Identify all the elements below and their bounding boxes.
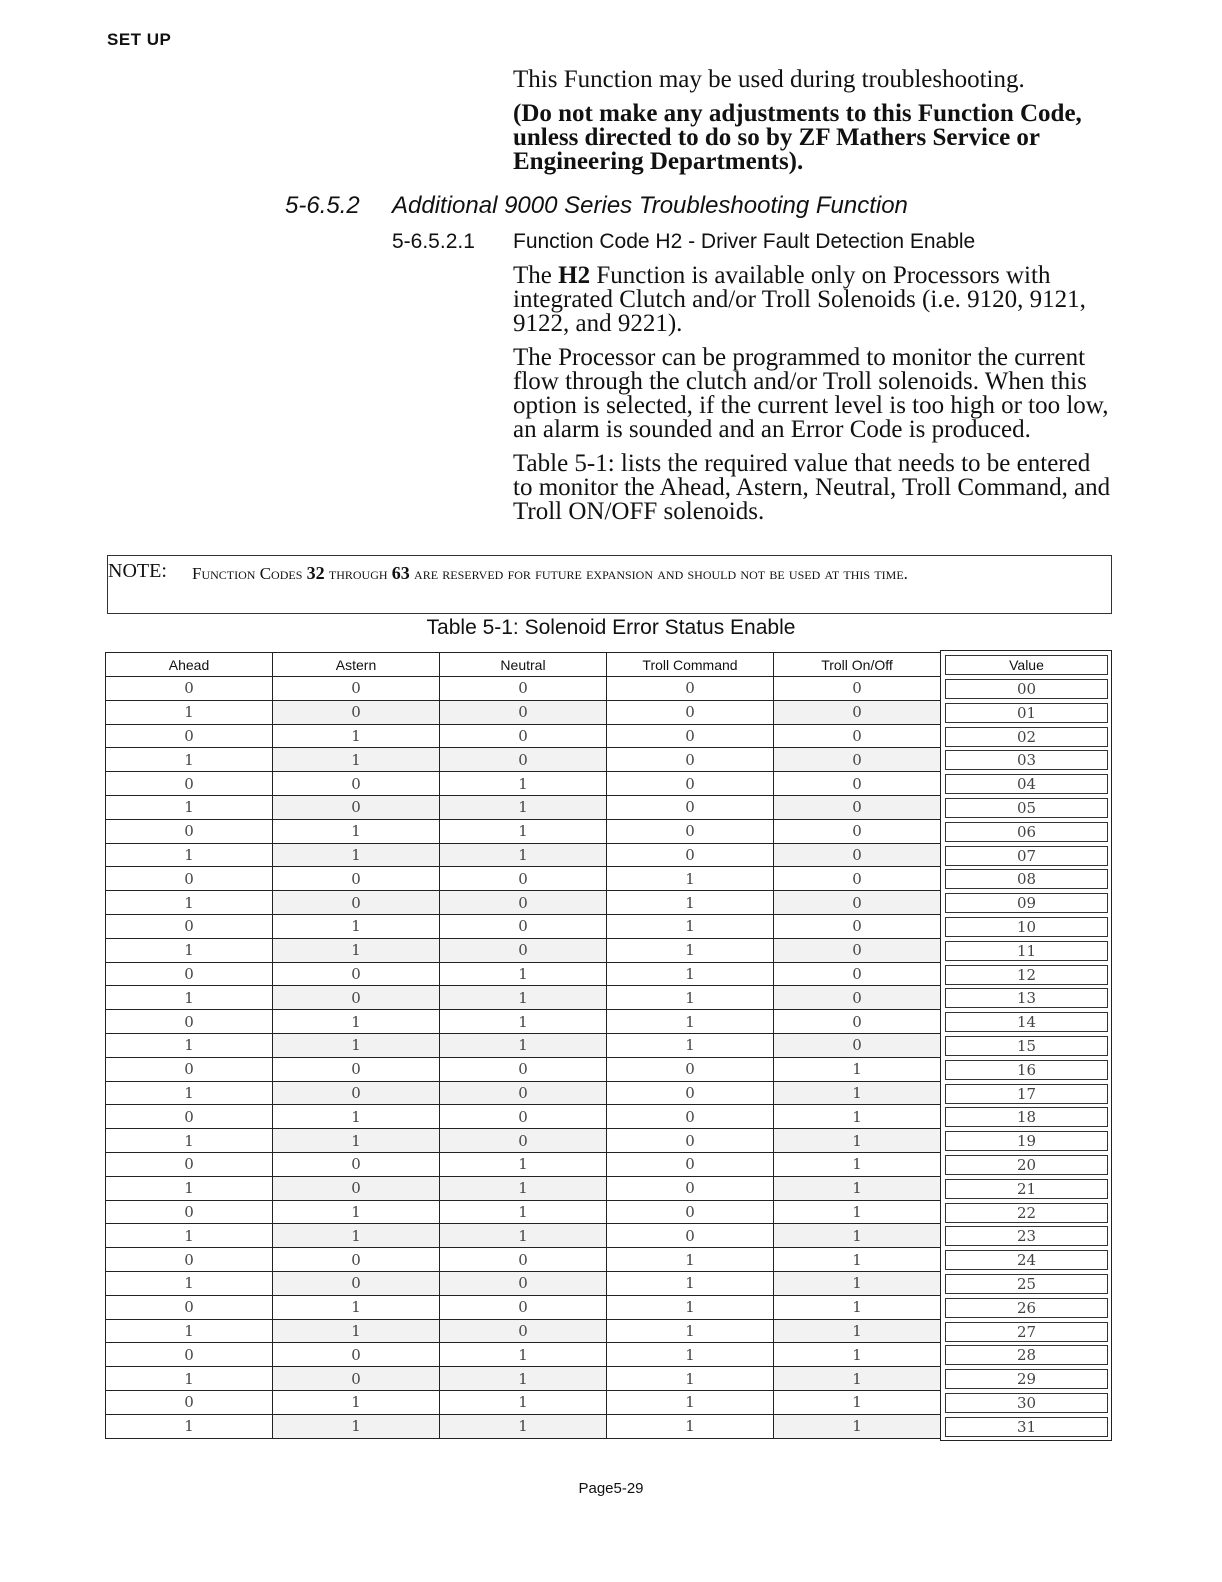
table-row — [106, 1343, 941, 1367]
value-cell: 04 — [945, 774, 1108, 794]
value-cell: 07 — [945, 846, 1108, 866]
table-cell: 1 — [774, 1248, 941, 1272]
table-cell: 1 — [607, 1390, 774, 1414]
table-cell: 0 — [440, 1129, 607, 1153]
col-ahead: Ahead — [106, 653, 273, 677]
table-cell: 0 — [273, 700, 440, 724]
table-cell: 0 — [273, 677, 440, 701]
subsection-heading — [392, 230, 975, 254]
table-cell: 1 — [607, 1295, 774, 1319]
table-row — [106, 1271, 941, 1295]
note-text — [192, 562, 1105, 585]
value-cell: 23 — [945, 1226, 1108, 1246]
table-cell: 0 — [440, 724, 607, 748]
table-row — [106, 1152, 941, 1176]
section-heading — [285, 192, 908, 220]
table-cell: 0 — [774, 795, 941, 819]
table-cell: 1 — [440, 772, 607, 796]
table-cell: 1 — [106, 1367, 273, 1391]
table-cell: 0 — [774, 819, 941, 843]
paragraph-monitor: The Processor can be programmed to monitor the current flow through the clutch and/or Troll solenoids. When this option is selected, if the current level is too high or too low, an alarm is sounded and an Error Code is produced. — [513, 344, 1109, 443]
table-cell: 1 — [273, 1010, 440, 1034]
table-cell: 0 — [774, 938, 941, 962]
table-cell: 1 — [273, 1414, 440, 1438]
table-cell: 0 — [774, 891, 941, 915]
table-cell: 0 — [774, 914, 941, 938]
table-cell: 1 — [440, 1010, 607, 1034]
value-cell: 01 — [945, 703, 1108, 723]
table-cell: 0 — [607, 1081, 774, 1105]
table-cell: 0 — [273, 795, 440, 819]
table-cell: 1 — [607, 1033, 774, 1057]
table-cell: 1 — [440, 1033, 607, 1057]
table-row — [106, 1129, 941, 1153]
table-cell: 1 — [607, 914, 774, 938]
page-number: Page5-29 — [578, 1480, 644, 1497]
solenoid-table — [105, 652, 941, 1439]
table-cell: 1 — [774, 1200, 941, 1224]
table-cell: 0 — [273, 986, 440, 1010]
table-cell: 0 — [106, 867, 273, 891]
intro-warning: (Do not make any adjustments to this Function Code, unless directed to do so by ZF Mathers Service or Engineering Departments). — [513, 100, 1082, 175]
table-cell: 1 — [607, 962, 774, 986]
table-cell: 0 — [273, 1152, 440, 1176]
table-row — [106, 1224, 941, 1248]
table-cell: 1 — [440, 986, 607, 1010]
table-row — [106, 748, 941, 772]
value-cell: 14 — [945, 1012, 1108, 1032]
p1-post: Function is available only on Processors with integrated Clutch and/or Troll Solenoids (i.e. 9120, 9121, 9122, and 9221). — [513, 262, 1086, 337]
table-row — [106, 700, 941, 724]
table-cell: 0 — [273, 1176, 440, 1200]
table-cell: 1 — [106, 1176, 273, 1200]
table-row — [106, 1390, 941, 1414]
table-cell: 0 — [440, 1057, 607, 1081]
table-cell: 0 — [440, 677, 607, 701]
paragraph-table-ref: Table 5-1: lists the required value that needs to be entered to monitor the Ahead, Astern, Neutral, Troll Command, and Troll ON/OFF solenoids. — [513, 450, 1111, 525]
table-cell: 0 — [440, 1081, 607, 1105]
table-cell: 1 — [440, 962, 607, 986]
table-cell: 1 — [440, 795, 607, 819]
table-cell: 1 — [273, 1129, 440, 1153]
value-cell: 09 — [945, 893, 1108, 913]
table-cell: 0 — [106, 1010, 273, 1034]
col-astern: Astern — [273, 653, 440, 677]
table-cell: 1 — [774, 1057, 941, 1081]
table-cell: 1 — [440, 1390, 607, 1414]
table-cell: 1 — [106, 748, 273, 772]
table-row — [106, 677, 941, 701]
table-row — [106, 1033, 941, 1057]
value-cell: 06 — [945, 822, 1108, 842]
table-cell: 1 — [607, 1010, 774, 1034]
table-cell: 1 — [273, 1224, 440, 1248]
page-header: SET UP — [107, 30, 172, 49]
note-b2: 63 — [391, 563, 410, 583]
table-cell: 1 — [607, 891, 774, 915]
table-cell: 1 — [273, 1105, 440, 1129]
table-cell: 1 — [440, 1200, 607, 1224]
table-cell: 1 — [607, 1343, 774, 1367]
table-row — [106, 867, 941, 891]
col-value: Value — [945, 655, 1108, 675]
table-row — [106, 1057, 941, 1081]
table-cell: 1 — [106, 1129, 273, 1153]
value-cell: 30 — [945, 1393, 1108, 1413]
table-cell: 0 — [607, 1176, 774, 1200]
table-row — [106, 795, 941, 819]
col-troll-command: Troll Command — [607, 653, 774, 677]
table-cell: 0 — [440, 938, 607, 962]
table-cell: 1 — [774, 1343, 941, 1367]
p1-pre: The — [513, 262, 559, 289]
table-cell: 0 — [774, 1033, 941, 1057]
table-cell: 0 — [440, 914, 607, 938]
table-cell: 1 — [774, 1152, 941, 1176]
table-cell: 0 — [106, 677, 273, 701]
table-cell: 0 — [607, 1152, 774, 1176]
table-cell: 1 — [774, 1105, 941, 1129]
table-cell: 1 — [440, 843, 607, 867]
table-cell: 1 — [106, 1414, 273, 1438]
value-cell: 21 — [945, 1179, 1108, 1199]
table-cell: 1 — [106, 1319, 273, 1343]
value-cell: 22 — [945, 1203, 1108, 1223]
table-cell: 0 — [106, 1105, 273, 1129]
table-cell: 1 — [774, 1224, 941, 1248]
value-cell: 00 — [945, 679, 1108, 699]
table-cell: 1 — [774, 1129, 941, 1153]
table-cell: 0 — [607, 772, 774, 796]
table-row — [106, 724, 941, 748]
table-cell: 0 — [607, 1129, 774, 1153]
table-cell: 0 — [273, 962, 440, 986]
table-cell: 0 — [273, 1057, 440, 1081]
table-header-row — [106, 653, 941, 677]
table-cell: 1 — [106, 843, 273, 867]
table-row — [106, 772, 941, 796]
table-cell: 0 — [774, 986, 941, 1010]
table-row — [106, 1200, 941, 1224]
table-cell: 0 — [273, 867, 440, 891]
table-cell: 1 — [440, 1367, 607, 1391]
table-cell: 1 — [607, 986, 774, 1010]
table-cell: 0 — [273, 1248, 440, 1272]
table-cell: 0 — [273, 772, 440, 796]
note-t3: are reserved for future expansion and should not be used at this time. — [409, 564, 908, 583]
table-row — [106, 819, 941, 843]
table-cell: 1 — [440, 819, 607, 843]
table-cell: 1 — [607, 1367, 774, 1391]
table-cell: 1 — [106, 1271, 273, 1295]
table-caption: Table 5-1: Solenoid Error Status Enable — [426, 616, 796, 639]
table-cell: 0 — [774, 843, 941, 867]
table-row — [106, 1414, 941, 1438]
table-cell: 0 — [774, 677, 941, 701]
table-cell: 1 — [106, 938, 273, 962]
value-cell: 05 — [945, 798, 1108, 818]
table-row — [106, 914, 941, 938]
value-cell: 20 — [945, 1155, 1108, 1175]
table-cell: 1 — [774, 1081, 941, 1105]
value-cell: 19 — [945, 1131, 1108, 1151]
p1-bold: H2 — [558, 262, 591, 289]
table-cell: 0 — [273, 1343, 440, 1367]
section-title: Additional 9000 Series Troubleshooting Function — [392, 192, 908, 219]
table-cell: 0 — [607, 1224, 774, 1248]
table-cell: 1 — [273, 843, 440, 867]
table-cell: 0 — [273, 1271, 440, 1295]
table-cell: 1 — [106, 1224, 273, 1248]
table-cell: 1 — [106, 700, 273, 724]
table-row — [106, 891, 941, 915]
table-cell: 0 — [440, 1319, 607, 1343]
table-row — [106, 1319, 941, 1343]
value-cell: 08 — [945, 869, 1108, 889]
table-cell: 1 — [607, 867, 774, 891]
table-cell: 0 — [273, 1081, 440, 1105]
note-b1: 32 — [306, 563, 325, 583]
table-cell: 0 — [106, 1343, 273, 1367]
value-cell: 18 — [945, 1107, 1108, 1127]
value-cell: 13 — [945, 988, 1108, 1008]
table-cell: 1 — [607, 1319, 774, 1343]
table-cell: 1 — [273, 819, 440, 843]
table-cell: 0 — [607, 677, 774, 701]
table-cell: 1 — [440, 1414, 607, 1438]
table-cell: 0 — [607, 724, 774, 748]
value-cell: 17 — [945, 1084, 1108, 1104]
table-cell: 0 — [607, 795, 774, 819]
table-cell: 1 — [607, 1248, 774, 1272]
table-cell: 1 — [774, 1295, 941, 1319]
table-cell: 0 — [440, 1271, 607, 1295]
note-t1: Function Codes — [192, 564, 307, 583]
table-cell: 0 — [440, 1295, 607, 1319]
table-cell: 0 — [106, 962, 273, 986]
value-cell: 10 — [945, 917, 1108, 937]
section-number: 5-6.5.2 — [285, 192, 360, 219]
table-row — [106, 1176, 941, 1200]
table-cell: 0 — [774, 724, 941, 748]
table-cell: 1 — [774, 1414, 941, 1438]
table-row — [106, 1367, 941, 1391]
table-cell: 0 — [774, 748, 941, 772]
table-row — [106, 1248, 941, 1272]
table-cell: 1 — [273, 1295, 440, 1319]
table-cell: 1 — [607, 1271, 774, 1295]
table-cell: 0 — [607, 843, 774, 867]
table-cell: 1 — [106, 1033, 273, 1057]
table-row — [106, 986, 941, 1010]
value-cell: 29 — [945, 1369, 1108, 1389]
col-troll-onoff: Troll On/Off — [774, 653, 941, 677]
table-cell: 0 — [774, 700, 941, 724]
table-cell: 1 — [774, 1319, 941, 1343]
table-cell: 1 — [774, 1367, 941, 1391]
table-cell: 0 — [106, 1295, 273, 1319]
description-block — [513, 264, 1113, 534]
table-cell: 1 — [774, 1176, 941, 1200]
table-cell: 1 — [273, 1319, 440, 1343]
table-cell: 0 — [774, 772, 941, 796]
table-cell: 0 — [106, 1248, 273, 1272]
table-cell: 0 — [440, 867, 607, 891]
value-cell: 24 — [945, 1250, 1108, 1270]
table-row — [106, 1295, 941, 1319]
table-cell: 0 — [774, 867, 941, 891]
table-cell: 1 — [106, 795, 273, 819]
value-column — [940, 650, 1112, 1441]
table-row — [106, 938, 941, 962]
table-cell: 0 — [774, 1010, 941, 1034]
table-cell: 1 — [106, 986, 273, 1010]
table-cell: 1 — [774, 1271, 941, 1295]
note-t2: through — [324, 564, 392, 583]
table-cell: 1 — [607, 938, 774, 962]
table-cell: 0 — [106, 914, 273, 938]
value-cell: 28 — [945, 1345, 1108, 1365]
table-cell: 0 — [607, 1057, 774, 1081]
intro-lead: This Function may be used during troubleshooting. — [513, 66, 1025, 93]
intro-block — [513, 68, 1113, 174]
table-cell: 0 — [106, 772, 273, 796]
table-cell: 0 — [106, 1390, 273, 1414]
table-cell: 0 — [273, 891, 440, 915]
table-cell: 1 — [273, 1033, 440, 1057]
table-cell: 0 — [440, 700, 607, 724]
value-cell: 26 — [945, 1298, 1108, 1318]
value-cell: 31 — [945, 1417, 1108, 1437]
table-cell: 1 — [273, 724, 440, 748]
table-cell: 1 — [106, 891, 273, 915]
table-row — [106, 843, 941, 867]
table-cell: 0 — [440, 1248, 607, 1272]
table-cell: 0 — [106, 1152, 273, 1176]
table-cell: 0 — [440, 748, 607, 772]
table-cell: 0 — [106, 1200, 273, 1224]
note-label: NOTE: — [108, 560, 167, 582]
value-cell: 02 — [945, 727, 1108, 747]
table-cell: 0 — [440, 1105, 607, 1129]
table-cell: 1 — [440, 1224, 607, 1248]
table-cell: 0 — [774, 962, 941, 986]
table-row — [106, 1081, 941, 1105]
table-cell: 0 — [607, 1105, 774, 1129]
table-cell: 0 — [607, 819, 774, 843]
table-cell: 1 — [273, 914, 440, 938]
table-cell: 0 — [106, 819, 273, 843]
table-cell: 0 — [440, 891, 607, 915]
note-box — [107, 555, 1112, 614]
table-row — [106, 1010, 941, 1034]
value-cell: 12 — [945, 965, 1108, 985]
col-neutral: Neutral — [440, 653, 607, 677]
table-cell: 1 — [440, 1152, 607, 1176]
value-cell: 25 — [945, 1274, 1108, 1294]
value-cell: 15 — [945, 1036, 1108, 1056]
value-cell: 03 — [945, 750, 1108, 770]
table-row — [106, 1105, 941, 1129]
table-row — [106, 962, 941, 986]
value-cell: 11 — [945, 941, 1108, 961]
table-body — [106, 677, 941, 1439]
table-cell: 0 — [607, 1200, 774, 1224]
table-cell: 1 — [273, 1390, 440, 1414]
table-cell: 1 — [273, 1200, 440, 1224]
paragraph-h2-availability — [513, 264, 1113, 336]
table-cell: 1 — [273, 748, 440, 772]
subsection-title: Function Code H2 - Driver Fault Detection Enable — [513, 230, 976, 253]
table-cell: 1 — [440, 1176, 607, 1200]
value-cell: 27 — [945, 1322, 1108, 1342]
table-cell: 0 — [106, 1057, 273, 1081]
table-cell: 1 — [774, 1390, 941, 1414]
table-cell: 0 — [607, 700, 774, 724]
table-cell: 1 — [106, 1081, 273, 1105]
table-cell: 1 — [273, 938, 440, 962]
table-cell: 0 — [273, 1367, 440, 1391]
table-cell: 1 — [440, 1343, 607, 1367]
value-cell: 16 — [945, 1060, 1108, 1080]
table-cell: 0 — [106, 724, 273, 748]
table-cell: 1 — [607, 1414, 774, 1438]
table-cell: 0 — [607, 748, 774, 772]
subsection-number: 5-6.5.2.1 — [392, 230, 475, 253]
